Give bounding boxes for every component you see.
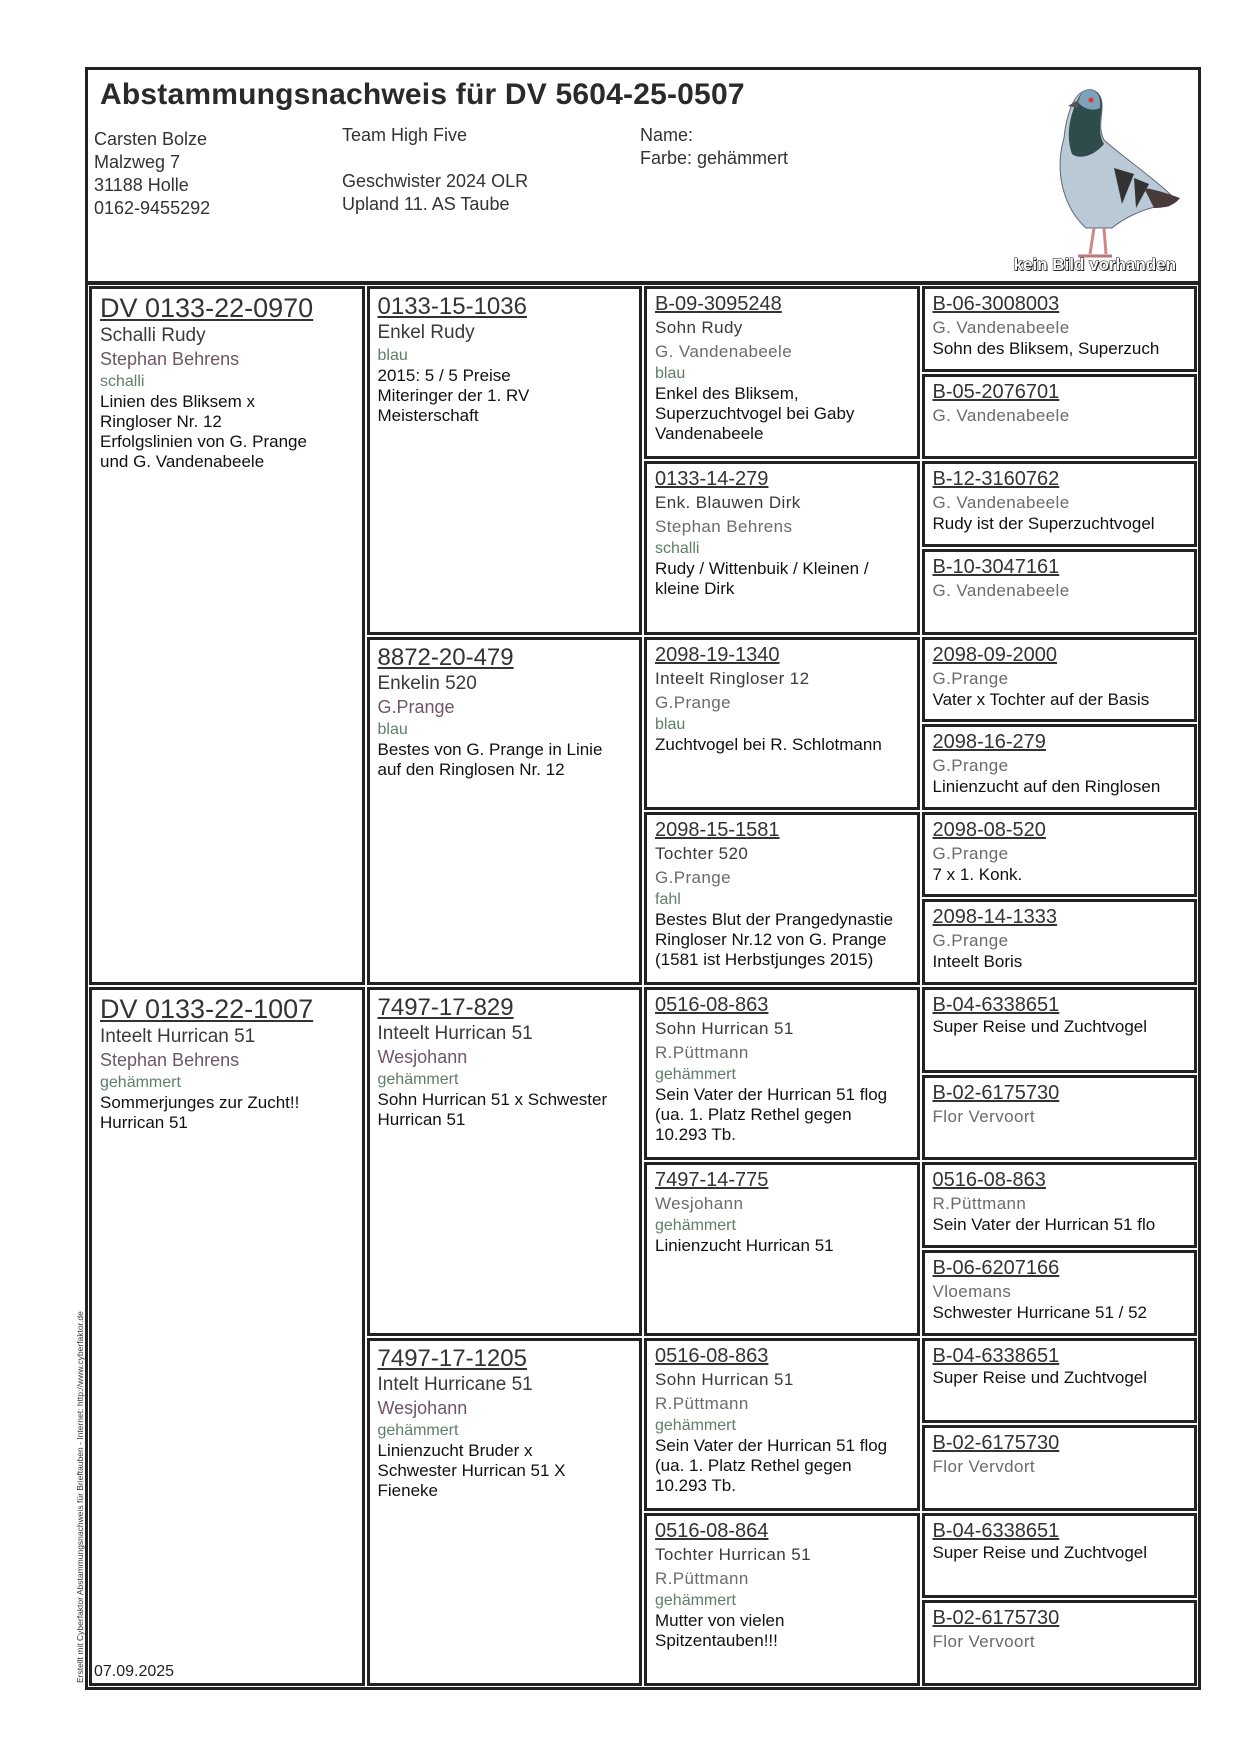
pedigree-box-gen4 (922, 286, 1198, 372)
pedigree-box-gen2 (367, 637, 643, 986)
notes: Zuchtvogel bei R. Schlotmann (655, 734, 882, 754)
pedigree-box-gen4 (922, 1250, 1198, 1336)
bird-name: Inteelt Hurrican 51 (100, 1026, 256, 1047)
feather-color: gehämmert (655, 1217, 736, 1235)
pedigree-box-gen4 (922, 1513, 1198, 1599)
breeder: G. Vandenabeele (932, 493, 1070, 513)
ring-number: 0516-08-863 (655, 1344, 769, 1367)
bird-name: Tochter 520 (655, 843, 749, 863)
owner-name: Carsten Bolze (94, 129, 208, 149)
owner-address (94, 128, 210, 220)
feather-color: gehämmert (100, 1074, 181, 1091)
feather-color: blau (377, 347, 408, 364)
feather-color: gehämmert (655, 1416, 736, 1434)
pedigree-box-gen4 (922, 899, 1198, 985)
ring-number: B-04-6338651 (932, 1344, 1060, 1367)
document-title: Abstammungsnachweis für DV 5604-25-0507 (100, 78, 745, 111)
bird-name: Sohn Hurrican 51 (655, 1369, 794, 1389)
pedigree-box-gen3 (644, 286, 920, 459)
feather-color: blau (377, 720, 408, 738)
bird-info (640, 124, 788, 170)
pedigree-box-gen4 (922, 1338, 1198, 1424)
ring-number: B-04-6338651 (932, 994, 1060, 1016)
breeder: Vloemans (932, 1281, 1012, 1301)
breeder: R.Püttmann (655, 1568, 749, 1588)
ring-number: B-02-6175730 (932, 1432, 1060, 1455)
feather-color: blau (655, 365, 686, 382)
breeder: G. Vandenabeele (932, 318, 1070, 337)
feather-color: gehämmert (655, 1066, 736, 1083)
notes: Super Reise und Zuchtvogel (932, 1542, 1148, 1562)
pedigree-tree (88, 285, 1198, 1687)
breeder: G. Vandenabeele (932, 580, 1070, 600)
pedigree-box-gen1 (89, 286, 365, 985)
ring-number: B-04-6338651 (932, 1519, 1060, 1542)
pedigree-box-gen4 (922, 1075, 1198, 1161)
breeder: G. Vandenabeele (655, 342, 793, 361)
notes: Sein Vater der Hurrican 51 flo (932, 1215, 1156, 1235)
pedigree-box-gen1 (89, 987, 365, 1686)
pedigree-box-gen2 (367, 987, 643, 1336)
generation-1-column (88, 285, 366, 1687)
notes: 7 x 1. Konk. (932, 864, 1023, 884)
notes: Schwester Hurricane 51 / 52 (932, 1302, 1147, 1322)
print-date: 07.09.2025 (94, 1663, 175, 1680)
breeder: Stephan Behrens (655, 517, 793, 537)
breeder: R.Püttmann (655, 1393, 749, 1413)
ring-number: 0516-08-864 (655, 1519, 769, 1542)
notes: Sommerjunges zur Zucht!! Hurrican 51 (100, 1093, 300, 1132)
generation-2-column (366, 285, 644, 1687)
feather-color: schalli (655, 540, 700, 558)
bird-name: Sohn Rudy (655, 318, 743, 337)
notes: Linienzucht Bruder x Schwester Hurrican 51 X Fieneke (377, 1440, 566, 1500)
generation-3-column (643, 285, 921, 1687)
pedigree-box-gen4 (922, 1425, 1198, 1511)
ring-number: B-06-3008003 (932, 293, 1060, 315)
pedigree-box-gen4 (922, 461, 1198, 547)
ring-number: 2098-14-1333 (932, 906, 1058, 929)
pedigree-box-gen4 (922, 374, 1198, 460)
breeder: G. Vandenabeele (932, 405, 1070, 425)
breeder: R.Püttmann (655, 1043, 749, 1062)
breeder: R.Püttmann (932, 1194, 1027, 1214)
notes: Sein Vater der Hurrican 51 flog (ua. 1. Platz Rethel gegen 10.293 Tb. (655, 1435, 888, 1495)
notes: Super Reise und Zuchtvogel (932, 1367, 1148, 1387)
feather-color: gehämmert (655, 1591, 736, 1609)
breeder: G.Prange (932, 668, 1009, 688)
bird-name: Name: (640, 125, 694, 145)
ring-number: 7497-17-829 (377, 994, 514, 1021)
notes: Sohn Hurrican 51 x Schwester Hurrican 51 (377, 1090, 608, 1129)
ring-number: B-09-3095248 (655, 293, 782, 315)
breeder: G.Prange (932, 756, 1009, 776)
pedigree-box-gen3 (644, 812, 920, 985)
notes: Bestes Blut der Prangedynastie Ringloser Nr.12 von G. Prange (1581 ist Herbstjunges 2015) (655, 909, 894, 969)
ring-number: B-02-6175730 (932, 1607, 1060, 1630)
pedigree-box-gen4 (922, 812, 1198, 898)
bird-name: Sohn Hurrican 51 (655, 1019, 794, 1038)
breeder: Wesjohann (377, 1047, 468, 1067)
bird-name: Tochter Hurrican 51 (655, 1544, 811, 1564)
document-header (88, 70, 1198, 285)
feather-color: gehämmert (377, 1421, 459, 1439)
ring-number: DV 0133-22-0970 (100, 293, 314, 323)
spacer (342, 147, 528, 170)
team-name: Team High Five (342, 125, 468, 145)
notes: Rudy ist der Superzuchtvogel (932, 514, 1155, 534)
pedigree-box-gen4 (922, 1600, 1198, 1686)
bird-name: Enk. Blauwen Dirk (655, 493, 801, 513)
feather-color: blau (655, 715, 686, 733)
bird-name: Enkel Rudy (377, 322, 475, 343)
owner-street: Malzweg 7 (94, 152, 181, 172)
pedigree-box-gen4 (922, 987, 1198, 1073)
breeder: G.Prange (655, 867, 731, 887)
bird-name: Enkelin 520 (377, 672, 477, 694)
ring-number: 0516-08-863 (932, 1169, 1046, 1192)
notes: Linienzucht auf den Ringlosen (932, 777, 1161, 797)
pedigree-box-gen3 (644, 1513, 920, 1686)
owner-city: 31188 Holle (94, 175, 189, 195)
bird-color: Farbe: gehämmert (640, 148, 789, 168)
ring-number: B-06-6207166 (932, 1256, 1060, 1279)
pedigree-box-gen3 (644, 461, 920, 634)
bird-name: Inteelt Ringloser 12 (655, 668, 810, 688)
pedigree-box-gen4 (922, 549, 1198, 635)
ring-number: 7497-17-1205 (377, 1344, 527, 1372)
ring-number: 0516-08-863 (655, 994, 769, 1016)
breeder: Stephan Behrens (100, 1050, 240, 1070)
notes: Bestes von G. Prange in Linie auf den Ringlosen Nr. 12 (377, 739, 603, 779)
feather-color: schalli (100, 373, 145, 390)
breeder: Stephan Behrens (100, 349, 240, 369)
notes: Sein Vater der Hurrican 51 flog (ua. 1. Platz Rethel gegen 10.293 Tb. (655, 1085, 888, 1144)
breeder: Flor Vervoort (932, 1632, 1036, 1652)
notes: Mutter von vielen Spitzentauben!!! (655, 1610, 785, 1650)
pigeon-image (994, 78, 1184, 278)
pedigree-box-gen4 (922, 724, 1198, 810)
notes: Vater x Tochter auf der Basis (932, 689, 1150, 709)
team-info (342, 124, 528, 216)
ring-number: 2098-08-520 (932, 818, 1046, 841)
ring-number: 8872-20-479 (377, 643, 514, 671)
breeder: Wesjohann (377, 1397, 468, 1418)
achievement-1: Geschwister 2024 OLR (342, 171, 529, 191)
ring-number: 0133-15-1036 (377, 293, 527, 320)
breeder: Flor Vervdort (932, 1457, 1036, 1477)
pedigree-box-gen2 (367, 286, 643, 635)
owner-phone: 0162-9455292 (94, 198, 211, 218)
ring-number: 7497-14-775 (655, 1169, 769, 1192)
ring-number: 0133-14-279 (655, 468, 769, 491)
software-credit: Erstellt mit Cyberfaktor Abstammungsnachweis für Brieftauben - Internet: http://www.cyberfaktor.de (75, 1311, 85, 1683)
notes: 2015: 5 / 5 Preise Miteringer der 1. RV Meisterschaft (377, 366, 530, 425)
pedigree-box-gen3 (644, 987, 920, 1160)
breeder: Flor Vervoort (932, 1106, 1036, 1126)
no-image-caption: kein Bild vorhanden (1013, 255, 1176, 274)
pedigree-box-gen4 (922, 1162, 1198, 1248)
feather-color: fahl (655, 890, 681, 908)
pedigree-box-gen4 (922, 637, 1198, 723)
breeder: G.Prange (377, 696, 455, 717)
breeder: G.Prange (932, 843, 1009, 863)
notes: Linienzucht Hurrican 51 (655, 1236, 834, 1256)
pedigree-box-gen3 (644, 637, 920, 810)
notes: Sohn des Bliksem, Superzuch (932, 339, 1160, 358)
ring-number: B-10-3047161 (932, 555, 1060, 578)
feather-color: gehämmert (377, 1071, 459, 1088)
ring-number: 2098-19-1340 (655, 643, 780, 666)
achievement-2: Upland 11. AS Taube (342, 194, 510, 214)
bird-name: Inteelt Hurrican 51 (377, 1023, 533, 1044)
pedigree-box-gen3 (644, 1338, 920, 1511)
notes: Inteelt Boris (932, 952, 1023, 972)
bird-name: Intelt Hurricane 51 (377, 1373, 533, 1395)
notes: Linien des Bliksem x Ringloser Nr. 12 Erfolgslinien von G. Prange und G. Vandenabeele (100, 392, 307, 471)
breeder: G.Prange (932, 931, 1009, 951)
breeder: Wesjohann (655, 1194, 744, 1214)
notes: Enkel des Bliksem, Superzuchtvogel bei Gaby Vandenabeele (655, 384, 855, 443)
pedigree-box-gen2 (367, 1338, 643, 1687)
pedigree-document (75, 67, 1201, 1690)
ring-number: 2098-15-1581 (655, 818, 780, 841)
notes: Rudy / Wittenbuik / Kleinen / kleine Dirk (655, 559, 869, 599)
ring-number: B-12-3160762 (932, 468, 1060, 491)
ring-number: 2098-16-279 (932, 731, 1046, 754)
ring-number: 2098-09-2000 (932, 643, 1058, 666)
breeder: G.Prange (655, 692, 731, 712)
ring-number: B-02-6175730 (932, 1081, 1060, 1104)
notes: Super Reise und Zuchtvogel (932, 1017, 1148, 1036)
ring-number: B-05-2076701 (932, 380, 1060, 403)
bird-name: Schalli Rudy (100, 325, 206, 346)
ring-number: DV 0133-22-1007 (100, 994, 314, 1024)
pedigree-box-gen3 (644, 1162, 920, 1335)
generation-4-column (921, 285, 1199, 1687)
